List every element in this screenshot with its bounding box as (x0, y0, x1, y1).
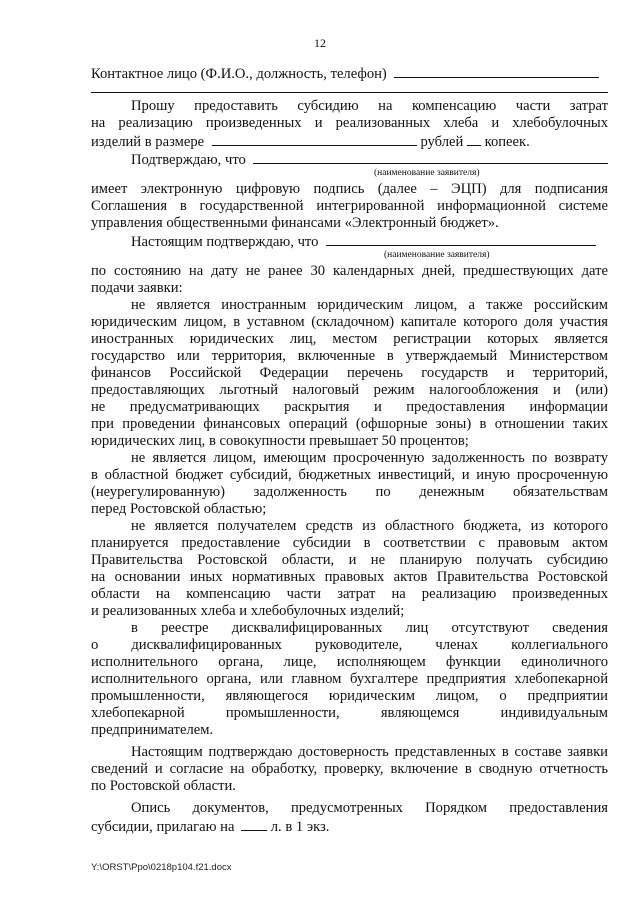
applicant-name-field-2[interactable] (326, 232, 596, 246)
confirm3-line: сведений и согласие на обработку, проверку, включение в сводную отчетность (91, 761, 608, 777)
rubles-label: рублей (420, 134, 464, 150)
inventory-copies-label: л. в 1 экз. (270, 819, 330, 835)
item1-line: предоставляющих льготный налоговый режим налогообложения и (или) (91, 382, 608, 398)
item2-line: в областной бюджет субсидий, бюджетных инвестиций, и иную просроченную (91, 467, 608, 483)
amount-rubles-field[interactable] (212, 132, 417, 146)
file-path-footer: Y:\ORST\Ppo\0218p104.f21.docx (91, 862, 232, 873)
confirm2-lead: Настоящим подтверждаю, что (131, 234, 319, 250)
amount-kopecks-field[interactable] (467, 132, 481, 146)
contact-field-continuation[interactable] (91, 92, 608, 93)
contact-field[interactable] (394, 64, 599, 78)
confirm1-line-1: имеет электронную цифровую подпись (далее – ЭЦП) для подписания (91, 181, 608, 197)
confirm1-line-3: управления общественными финансами «Электронный бюджет». (91, 215, 499, 231)
item4-line: исполнительного органа, или главном бухгалтере предприятия хлебопекарной (91, 671, 608, 687)
item4-line: промышленности, являющегося юридическим лицом, о предприятии (91, 688, 608, 704)
request-amount-label: изделий в размере (91, 134, 205, 150)
confirm2-line-2: подачи заявки: (91, 280, 183, 296)
confirm3-line: Настоящим подтверждаю достоверность представленных в составе заявки (131, 744, 608, 760)
page-number: 12 (314, 36, 326, 50)
sheet-count-field[interactable] (241, 817, 267, 831)
item4-line: в реестре дисквалифицированных лиц отсутствуют сведения (131, 620, 608, 636)
confirm1-lead-line (131, 150, 608, 169)
inventory-label: субсидии, прилагаю на (91, 819, 235, 835)
applicant-name-note-2: (наименование заявителя) (384, 250, 490, 260)
request-line-2: на реализацию произведенных и реализованных хлеба и хлебобулочных (91, 115, 608, 131)
item4-line: о дисквалифицированных руководителе, членах коллегиального (91, 637, 608, 653)
confirm1-lead: Подтверждаю, что (131, 152, 246, 168)
item3-line: и реализованных хлеба и хлебобулочных изделий; (91, 603, 405, 619)
item1-line: юридическим лицом, в уставном (складочном) капитале которого доля участия (91, 314, 608, 330)
applicant-name-note-1: (наименование заявителя) (374, 168, 480, 178)
item3-line: области на компенсацию части затрат на реализацию произведенных (91, 586, 608, 602)
applicant-name-field-1[interactable] (253, 150, 608, 164)
item1-line: при проведении финансовых операций (офшорные зоны) в отношении таких (91, 416, 608, 432)
item3-line: не является получателем средств из областного бюджета, из которого (131, 518, 608, 534)
request-line-3 (91, 132, 608, 151)
item1-line: не является иностранным юридическим лицом, а также российским (131, 297, 608, 313)
item4-line: хлебопекарной промышленности, являющемся индивидуальным (91, 705, 608, 721)
item1-line: государство или территория, включенные в утверждаемый Министерством (91, 348, 608, 364)
inventory-line-1: Опись документов, предусмотренных Порядком предоставления (131, 800, 608, 816)
request-line-1: Прошу предоставить субсидию на компенсацию части затрат (131, 98, 608, 114)
item3-line: Правительства Ростовской области, и не планирую получать субсидию (91, 552, 608, 568)
kopecks-label: копеек. (484, 134, 530, 150)
item2-line: (неурегулированную) задолженность по денежным обязательствам (91, 484, 608, 500)
confirm2-lead-line (131, 232, 608, 251)
item3-line: на основании иных нормативных правовых актов Правительства Ростовской (91, 569, 608, 585)
confirm2-line-1: по состоянию на дату не ранее 30 календарных дней, предшествующих дате (91, 263, 608, 279)
confirm1-line-2: Соглашения в государственной интегрированной информационной системе (91, 198, 608, 214)
item2-line: перед Ростовской областью; (91, 501, 267, 517)
item1-line: иностранных юридических лиц, местом регистрации которых является (91, 331, 608, 347)
item2-line: не является лицом, имеющим просроченную задолженность по возврату (131, 450, 608, 466)
item4-line: исполнительного органа, лице, исполняющем функции единоличного (91, 654, 608, 670)
inventory-line-2 (91, 817, 608, 836)
item1-line: финансов Российской Федерации перечень государств и территорий, (91, 365, 608, 381)
confirm3-line: по Ростовской области. (91, 778, 236, 794)
contact-line (91, 64, 608, 83)
item3-line: планируется предоставление субсидии в соответствии с правовым актом (91, 535, 608, 551)
item4-line: предпринимателем. (91, 722, 214, 738)
contact-label: Контактное лицо (Ф.И.О., должность, телефон) (91, 66, 387, 82)
item1-line: юридических лиц, в совокупности превышает 50 процентов; (91, 433, 469, 449)
item1-line: не предусматривающих раскрытия и предоставления информации (91, 399, 608, 415)
